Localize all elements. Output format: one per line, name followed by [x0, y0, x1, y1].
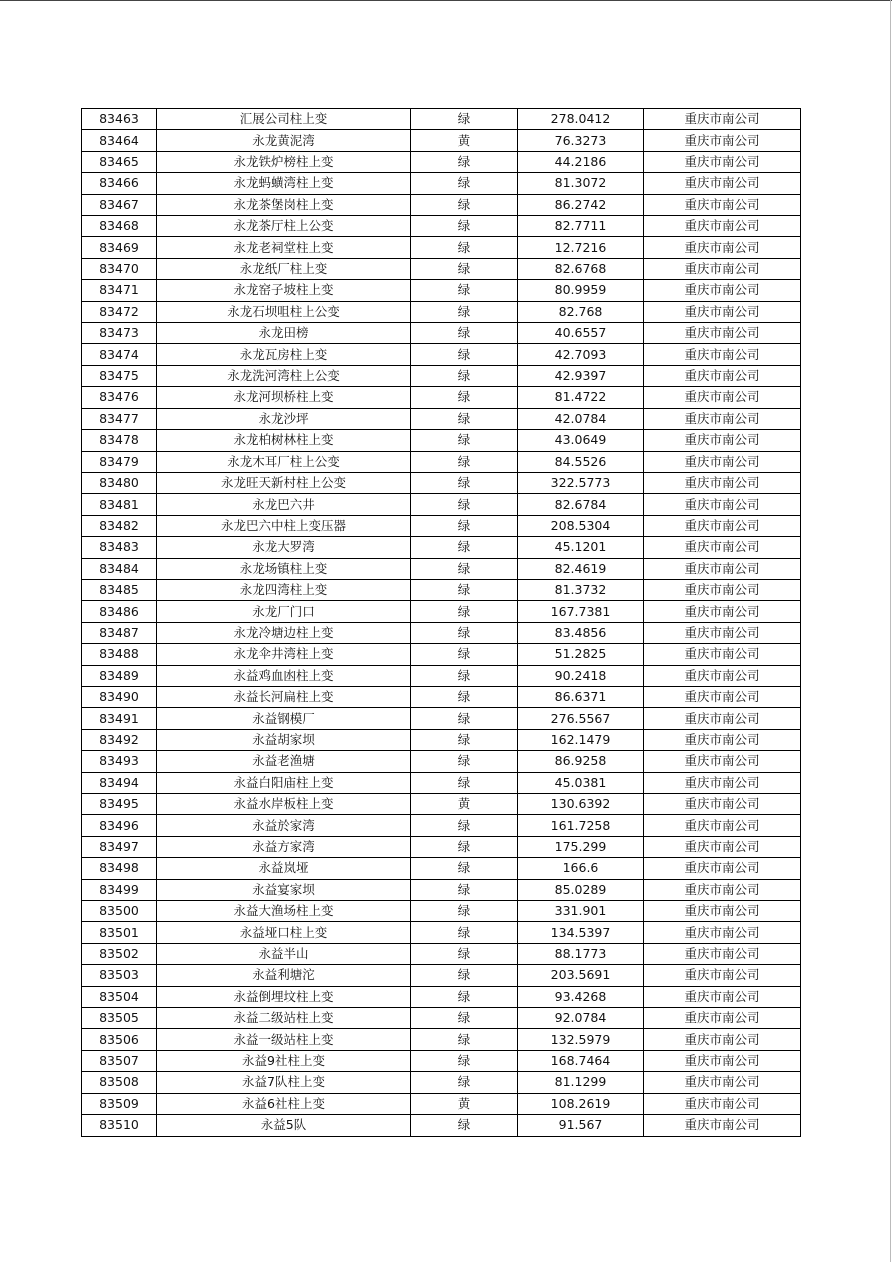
cell-name: 永龙瓦房柱上变	[157, 344, 411, 365]
cell-name: 永龙黄泥湾	[157, 130, 411, 151]
cell-value: 92.0784	[518, 1008, 644, 1029]
cell-id: 83482	[82, 515, 157, 536]
cell-id: 83472	[82, 301, 157, 322]
cell-name: 永龙木耳厂柱上公变	[157, 451, 411, 472]
cell-id: 83470	[82, 258, 157, 279]
cell-company: 重庆市南公司	[644, 1008, 801, 1029]
cell-company: 重庆市南公司	[644, 965, 801, 986]
cell-status: 绿	[411, 751, 518, 772]
cell-name: 永龙大罗湾	[157, 537, 411, 558]
cell-company: 重庆市南公司	[644, 986, 801, 1007]
table-row	[82, 323, 801, 344]
cell-company: 重庆市南公司	[644, 130, 801, 151]
cell-status: 绿	[411, 965, 518, 986]
cell-name: 永龙厂门口	[157, 601, 411, 622]
table-row	[82, 686, 801, 707]
cell-company: 重庆市南公司	[644, 365, 801, 386]
table-row	[82, 622, 801, 643]
cell-value: 85.0289	[518, 879, 644, 900]
table-row	[82, 1072, 801, 1093]
cell-value: 80.9959	[518, 280, 644, 301]
cell-value: 40.6557	[518, 323, 644, 344]
cell-company: 重庆市南公司	[644, 879, 801, 900]
cell-value: 130.6392	[518, 794, 644, 815]
cell-status: 绿	[411, 1050, 518, 1071]
cell-status: 绿	[411, 344, 518, 365]
cell-name: 永龙河坝桥柱上变	[157, 387, 411, 408]
cell-value: 161.7258	[518, 815, 644, 836]
table-row	[82, 408, 801, 429]
cell-status: 绿	[411, 408, 518, 429]
cell-name: 永龙四湾柱上变	[157, 579, 411, 600]
cell-status: 绿	[411, 1029, 518, 1050]
cell-status: 绿	[411, 515, 518, 536]
cell-company: 重庆市南公司	[644, 194, 801, 215]
cell-value: 45.0381	[518, 772, 644, 793]
cell-status: 绿	[411, 109, 518, 130]
table-row	[82, 173, 801, 194]
cell-value: 82.768	[518, 301, 644, 322]
cell-id: 83485	[82, 579, 157, 600]
cell-status: 绿	[411, 644, 518, 665]
cell-name: 永益5队	[157, 1115, 411, 1136]
cell-id: 83495	[82, 794, 157, 815]
cell-value: 86.9258	[518, 751, 644, 772]
cell-id: 83502	[82, 943, 157, 964]
cell-value: 276.5567	[518, 708, 644, 729]
cell-status: 绿	[411, 943, 518, 964]
table-row	[82, 151, 801, 172]
cell-name: 永龙茶厅柱上公变	[157, 216, 411, 237]
cell-status: 绿	[411, 430, 518, 451]
cell-company: 重庆市南公司	[644, 258, 801, 279]
cell-status: 绿	[411, 151, 518, 172]
cell-name: 永龙纸厂柱上变	[157, 258, 411, 279]
table-row	[82, 301, 801, 322]
cell-name: 永益方家湾	[157, 836, 411, 857]
cell-company: 重庆市南公司	[644, 686, 801, 707]
cell-company: 重庆市南公司	[644, 1093, 801, 1114]
cell-value: 43.0649	[518, 430, 644, 451]
table-row	[82, 194, 801, 215]
table-row	[82, 1008, 801, 1029]
cell-status: 绿	[411, 558, 518, 579]
cell-company: 重庆市南公司	[644, 344, 801, 365]
cell-name: 永益胡家坝	[157, 729, 411, 750]
cell-id: 83478	[82, 430, 157, 451]
cell-company: 重庆市南公司	[644, 644, 801, 665]
cell-status: 绿	[411, 836, 518, 857]
cell-id: 83483	[82, 537, 157, 558]
cell-name: 永益倒埋坟柱上变	[157, 986, 411, 1007]
cell-company: 重庆市南公司	[644, 472, 801, 493]
cell-id: 83494	[82, 772, 157, 793]
cell-company: 重庆市南公司	[644, 280, 801, 301]
cell-company: 重庆市南公司	[644, 515, 801, 536]
cell-name: 永龙老祠堂柱上变	[157, 237, 411, 258]
table-row	[82, 1115, 801, 1136]
cell-value: 51.2825	[518, 644, 644, 665]
cell-status: 绿	[411, 323, 518, 344]
cell-company: 重庆市南公司	[644, 537, 801, 558]
table-row	[82, 237, 801, 258]
cell-value: 82.6784	[518, 494, 644, 515]
cell-value: 81.3732	[518, 579, 644, 600]
cell-id: 83463	[82, 109, 157, 130]
cell-value: 167.7381	[518, 601, 644, 622]
cell-name: 永龙沙坪	[157, 408, 411, 429]
page-top-border	[0, 0, 892, 1]
cell-company: 重庆市南公司	[644, 451, 801, 472]
cell-status: 绿	[411, 216, 518, 237]
cell-value: 278.0412	[518, 109, 644, 130]
cell-company: 重庆市南公司	[644, 323, 801, 344]
cell-status: 绿	[411, 237, 518, 258]
cell-id: 83509	[82, 1093, 157, 1114]
cell-id: 83507	[82, 1050, 157, 1071]
table-row	[82, 280, 801, 301]
cell-value: 90.2418	[518, 665, 644, 686]
table-row	[82, 258, 801, 279]
cell-value: 82.6768	[518, 258, 644, 279]
cell-status: 绿	[411, 922, 518, 943]
cell-name: 永龙巴六中柱上变压器	[157, 515, 411, 536]
cell-status: 绿	[411, 601, 518, 622]
cell-name: 永龙旺天新村柱上公变	[157, 472, 411, 493]
table-row	[82, 751, 801, 772]
cell-name: 永龙洗河湾柱上公变	[157, 365, 411, 386]
cell-status: 绿	[411, 665, 518, 686]
table-row	[82, 494, 801, 515]
cell-company: 重庆市南公司	[644, 751, 801, 772]
cell-id: 83471	[82, 280, 157, 301]
cell-value: 203.5691	[518, 965, 644, 986]
cell-company: 重庆市南公司	[644, 922, 801, 943]
cell-name: 永益大渔场柱上变	[157, 901, 411, 922]
cell-company: 重庆市南公司	[644, 558, 801, 579]
cell-company: 重庆市南公司	[644, 729, 801, 750]
cell-id: 83506	[82, 1029, 157, 1050]
table-row	[82, 729, 801, 750]
cell-value: 166.6	[518, 858, 644, 879]
cell-company: 重庆市南公司	[644, 237, 801, 258]
page-right-border	[890, 0, 891, 1262]
cell-id: 83484	[82, 558, 157, 579]
cell-name: 永益水岸板柱上变	[157, 794, 411, 815]
cell-status: 绿	[411, 494, 518, 515]
cell-status: 绿	[411, 387, 518, 408]
cell-id: 83500	[82, 901, 157, 922]
table-row	[82, 601, 801, 622]
table-row	[82, 109, 801, 130]
cell-value: 76.3273	[518, 130, 644, 151]
cell-name: 永龙伞井湾柱上变	[157, 644, 411, 665]
cell-name: 永益於家湾	[157, 815, 411, 836]
cell-value: 132.5979	[518, 1029, 644, 1050]
table-row	[82, 922, 801, 943]
table-row	[82, 1029, 801, 1050]
cell-value: 42.0784	[518, 408, 644, 429]
table-row	[82, 344, 801, 365]
cell-value: 81.1299	[518, 1072, 644, 1093]
cell-name: 永益老渔塘	[157, 751, 411, 772]
cell-company: 重庆市南公司	[644, 1050, 801, 1071]
cell-status: 绿	[411, 258, 518, 279]
table-row	[82, 472, 801, 493]
cell-status: 绿	[411, 472, 518, 493]
cell-id: 83481	[82, 494, 157, 515]
cell-company: 重庆市南公司	[644, 794, 801, 815]
cell-name: 永益二级站柱上变	[157, 1008, 411, 1029]
table-row	[82, 986, 801, 1007]
cell-id: 83488	[82, 644, 157, 665]
cell-name: 永龙冷塘边柱上变	[157, 622, 411, 643]
cell-name: 永益7队柱上变	[157, 1072, 411, 1093]
cell-name: 永龙巴六井	[157, 494, 411, 515]
cell-id: 83489	[82, 665, 157, 686]
cell-name: 永益9社柱上变	[157, 1050, 411, 1071]
cell-name: 永龙铁炉榜柱上变	[157, 151, 411, 172]
cell-id: 83497	[82, 836, 157, 857]
table-row	[82, 558, 801, 579]
cell-status: 绿	[411, 772, 518, 793]
cell-name: 永益长河扁柱上变	[157, 686, 411, 707]
cell-value: 81.3072	[518, 173, 644, 194]
cell-value: 42.9397	[518, 365, 644, 386]
cell-id: 83504	[82, 986, 157, 1007]
cell-company: 重庆市南公司	[644, 408, 801, 429]
data-table	[81, 108, 801, 1137]
cell-value: 88.1773	[518, 943, 644, 964]
cell-status: 黄	[411, 130, 518, 151]
cell-status: 绿	[411, 986, 518, 1007]
cell-name: 永益钢模厂	[157, 708, 411, 729]
cell-company: 重庆市南公司	[644, 579, 801, 600]
cell-id: 83501	[82, 922, 157, 943]
table-row	[82, 579, 801, 600]
cell-status: 绿	[411, 858, 518, 879]
cell-name: 永益利塘沱	[157, 965, 411, 986]
cell-value: 208.5304	[518, 515, 644, 536]
cell-name: 永龙场镇柱上变	[157, 558, 411, 579]
table-row	[82, 836, 801, 857]
cell-id: 83491	[82, 708, 157, 729]
cell-id: 83464	[82, 130, 157, 151]
cell-value: 83.4856	[518, 622, 644, 643]
cell-value: 81.4722	[518, 387, 644, 408]
cell-company: 重庆市南公司	[644, 815, 801, 836]
cell-id: 83476	[82, 387, 157, 408]
cell-id: 83510	[82, 1115, 157, 1136]
cell-company: 重庆市南公司	[644, 109, 801, 130]
table-row	[82, 644, 801, 665]
cell-status: 绿	[411, 173, 518, 194]
cell-id: 83487	[82, 622, 157, 643]
cell-status: 绿	[411, 365, 518, 386]
cell-name: 永益岚垭	[157, 858, 411, 879]
cell-name: 永益宴家坝	[157, 879, 411, 900]
cell-name: 永龙石坝咀柱上公变	[157, 301, 411, 322]
cell-company: 重庆市南公司	[644, 1029, 801, 1050]
table-row	[82, 879, 801, 900]
cell-company: 重庆市南公司	[644, 301, 801, 322]
cell-name: 永龙窑子坡柱上变	[157, 280, 411, 301]
cell-status: 绿	[411, 451, 518, 472]
cell-id: 83505	[82, 1008, 157, 1029]
cell-name: 永龙田榜	[157, 323, 411, 344]
cell-value: 162.1479	[518, 729, 644, 750]
cell-status: 绿	[411, 879, 518, 900]
cell-company: 重庆市南公司	[644, 901, 801, 922]
cell-id: 83486	[82, 601, 157, 622]
cell-company: 重庆市南公司	[644, 151, 801, 172]
cell-value: 86.6371	[518, 686, 644, 707]
cell-status: 绿	[411, 301, 518, 322]
table-row	[82, 216, 801, 237]
cell-status: 绿	[411, 1115, 518, 1136]
cell-company: 重庆市南公司	[644, 665, 801, 686]
cell-name: 永益一级站柱上变	[157, 1029, 411, 1050]
table-row	[82, 515, 801, 536]
cell-company: 重庆市南公司	[644, 943, 801, 964]
cell-company: 重庆市南公司	[644, 387, 801, 408]
cell-id: 83467	[82, 194, 157, 215]
table-row	[82, 858, 801, 879]
cell-company: 重庆市南公司	[644, 1072, 801, 1093]
cell-id: 83493	[82, 751, 157, 772]
cell-company: 重庆市南公司	[644, 1115, 801, 1136]
cell-id: 83508	[82, 1072, 157, 1093]
cell-status: 绿	[411, 815, 518, 836]
cell-id: 83469	[82, 237, 157, 258]
cell-name: 永益鸡血凼柱上变	[157, 665, 411, 686]
cell-id: 83468	[82, 216, 157, 237]
cell-company: 重庆市南公司	[644, 601, 801, 622]
cell-name: 永益6社柱上变	[157, 1093, 411, 1114]
cell-value: 93.4268	[518, 986, 644, 1007]
cell-status: 黄	[411, 1093, 518, 1114]
cell-status: 绿	[411, 1008, 518, 1029]
cell-value: 82.4619	[518, 558, 644, 579]
cell-id: 83499	[82, 879, 157, 900]
table-row	[82, 965, 801, 986]
cell-company: 重庆市南公司	[644, 836, 801, 857]
cell-value: 84.5526	[518, 451, 644, 472]
cell-status: 绿	[411, 729, 518, 750]
cell-company: 重庆市南公司	[644, 622, 801, 643]
table-row	[82, 943, 801, 964]
cell-status: 绿	[411, 579, 518, 600]
cell-id: 83479	[82, 451, 157, 472]
table-row	[82, 430, 801, 451]
table-row	[82, 130, 801, 151]
cell-company: 重庆市南公司	[644, 494, 801, 515]
cell-id: 83475	[82, 365, 157, 386]
cell-id: 83473	[82, 323, 157, 344]
cell-status: 黄	[411, 794, 518, 815]
cell-id: 83474	[82, 344, 157, 365]
cell-status: 绿	[411, 537, 518, 558]
cell-status: 绿	[411, 622, 518, 643]
cell-company: 重庆市南公司	[644, 430, 801, 451]
table-row	[82, 815, 801, 836]
table-row	[82, 794, 801, 815]
cell-value: 86.2742	[518, 194, 644, 215]
cell-value: 45.1201	[518, 537, 644, 558]
table-row	[82, 1050, 801, 1071]
table-row	[82, 365, 801, 386]
cell-value: 175.299	[518, 836, 644, 857]
cell-status: 绿	[411, 708, 518, 729]
cell-value: 134.5397	[518, 922, 644, 943]
cell-value: 12.7216	[518, 237, 644, 258]
cell-company: 重庆市南公司	[644, 216, 801, 237]
cell-value: 331.901	[518, 901, 644, 922]
table-row	[82, 387, 801, 408]
table-row	[82, 665, 801, 686]
table-row	[82, 451, 801, 472]
table-row	[82, 901, 801, 922]
cell-company: 重庆市南公司	[644, 173, 801, 194]
cell-id: 83480	[82, 472, 157, 493]
cell-company: 重庆市南公司	[644, 858, 801, 879]
cell-name: 永龙柏树林柱上变	[157, 430, 411, 451]
cell-company: 重庆市南公司	[644, 772, 801, 793]
cell-id: 83477	[82, 408, 157, 429]
cell-company: 重庆市南公司	[644, 708, 801, 729]
cell-name: 永益半山	[157, 943, 411, 964]
cell-status: 绿	[411, 280, 518, 301]
cell-id: 83503	[82, 965, 157, 986]
table-row	[82, 772, 801, 793]
cell-status: 绿	[411, 686, 518, 707]
cell-id: 83496	[82, 815, 157, 836]
table-row	[82, 708, 801, 729]
cell-status: 绿	[411, 901, 518, 922]
cell-value: 44.2186	[518, 151, 644, 172]
cell-id: 83492	[82, 729, 157, 750]
cell-value: 42.7093	[518, 344, 644, 365]
table-row	[82, 537, 801, 558]
table-body	[82, 109, 801, 1137]
cell-status: 绿	[411, 1072, 518, 1093]
table-row	[82, 1093, 801, 1114]
cell-id: 83498	[82, 858, 157, 879]
cell-name: 汇展公司柱上变	[157, 109, 411, 130]
cell-id: 83490	[82, 686, 157, 707]
cell-id: 83466	[82, 173, 157, 194]
cell-name: 永龙蚂蟥湾柱上变	[157, 173, 411, 194]
cell-value: 322.5773	[518, 472, 644, 493]
cell-name: 永益白阳庙柱上变	[157, 772, 411, 793]
cell-value: 91.567	[518, 1115, 644, 1136]
cell-value: 82.7711	[518, 216, 644, 237]
cell-name: 永龙茶堡岗柱上变	[157, 194, 411, 215]
cell-value: 168.7464	[518, 1050, 644, 1071]
cell-value: 108.2619	[518, 1093, 644, 1114]
cell-name: 永益垭口柱上变	[157, 922, 411, 943]
cell-status: 绿	[411, 194, 518, 215]
cell-id: 83465	[82, 151, 157, 172]
